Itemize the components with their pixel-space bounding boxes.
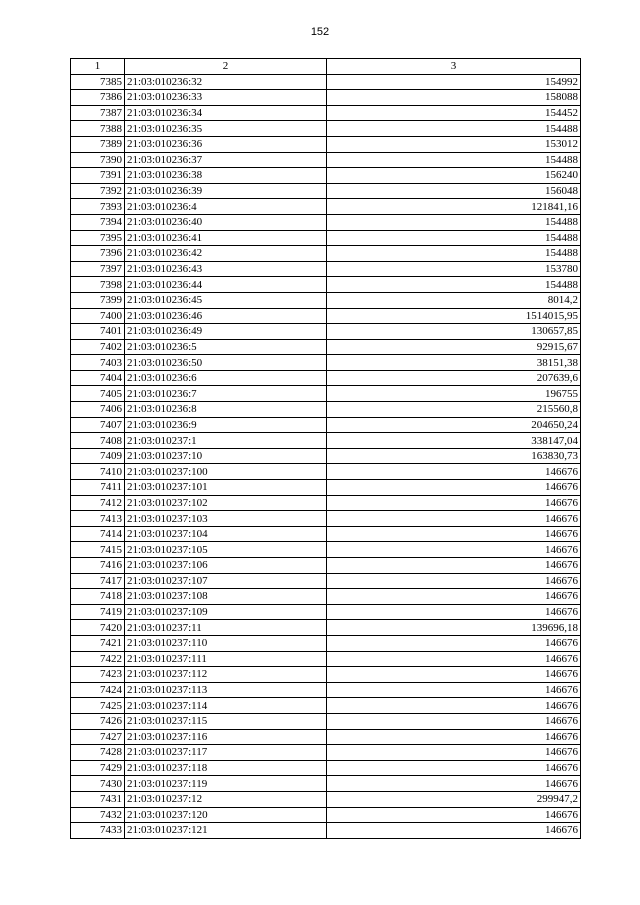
table-row — [71, 402, 581, 418]
value-cell: 146676 — [327, 823, 581, 839]
row-number-cell: 7410 — [71, 464, 125, 480]
row-number-cell: 7426 — [71, 713, 125, 729]
value-cell: 8014,2 — [327, 292, 581, 308]
cadastral-number-cell: 21:03:010236:35 — [125, 121, 327, 137]
row-number-cell: 7398 — [71, 277, 125, 293]
cadastral-number-cell: 21:03:010237:120 — [125, 807, 327, 823]
row-number-cell: 7421 — [71, 635, 125, 651]
table-row — [71, 74, 581, 90]
table-row — [71, 214, 581, 230]
table-row — [71, 682, 581, 698]
value-cell: 146676 — [327, 745, 581, 761]
cadastral-number-cell: 21:03:010236:39 — [125, 183, 327, 199]
cadastral-number-cell: 21:03:010236:33 — [125, 90, 327, 106]
value-cell: 204650,24 — [327, 417, 581, 433]
value-cell: 38151,38 — [327, 355, 581, 371]
row-number-cell: 7428 — [71, 745, 125, 761]
row-number-cell: 7420 — [71, 620, 125, 636]
cadastral-number-cell: 21:03:010236:45 — [125, 292, 327, 308]
value-cell: 146676 — [327, 807, 581, 823]
row-number-cell: 7413 — [71, 511, 125, 527]
cadastral-number-cell: 21:03:010236:36 — [125, 136, 327, 152]
cadastral-number-cell: 21:03:010236:38 — [125, 168, 327, 184]
table-row — [71, 230, 581, 246]
table-row — [71, 90, 581, 106]
cadastral-number-cell: 21:03:010236:37 — [125, 152, 327, 168]
table-header-row — [71, 59, 581, 75]
table-row — [71, 199, 581, 215]
value-cell: 338147,04 — [327, 433, 581, 449]
row-number-cell: 7417 — [71, 573, 125, 589]
cadastral-number-cell: 21:03:010236:9 — [125, 417, 327, 433]
value-cell: 1514015,95 — [327, 308, 581, 324]
cadastral-number-cell: 21:03:010237:107 — [125, 573, 327, 589]
cadastral-number-cell: 21:03:010236:4 — [125, 199, 327, 215]
cadastral-number-cell: 21:03:010237:103 — [125, 511, 327, 527]
value-cell: 130657,85 — [327, 324, 581, 340]
value-cell: 146676 — [327, 480, 581, 496]
data-table — [70, 58, 581, 839]
value-cell: 154488 — [327, 152, 581, 168]
row-number-cell: 7416 — [71, 558, 125, 574]
table-row — [71, 277, 581, 293]
row-number-cell: 7392 — [71, 183, 125, 199]
table-row — [71, 589, 581, 605]
value-cell: 146676 — [327, 667, 581, 683]
value-cell: 146676 — [327, 589, 581, 605]
table-row — [71, 355, 581, 371]
value-cell: 146676 — [327, 464, 581, 480]
cadastral-number-cell: 21:03:010237:109 — [125, 604, 327, 620]
cadastral-number-cell: 21:03:010236:44 — [125, 277, 327, 293]
cadastral-number-cell: 21:03:010236:49 — [125, 324, 327, 340]
row-number-cell: 7433 — [71, 823, 125, 839]
cadastral-number-cell: 21:03:010237:110 — [125, 635, 327, 651]
cadastral-number-cell: 21:03:010237:115 — [125, 713, 327, 729]
cadastral-number-cell: 21:03:010236:6 — [125, 370, 327, 386]
table-row — [71, 121, 581, 137]
table-row — [71, 542, 581, 558]
row-number-cell: 7386 — [71, 90, 125, 106]
row-number-cell: 7415 — [71, 542, 125, 558]
cadastral-number-cell: 21:03:010237:12 — [125, 791, 327, 807]
cadastral-number-cell: 21:03:010237:117 — [125, 745, 327, 761]
value-cell: 146676 — [327, 542, 581, 558]
value-cell: 146676 — [327, 511, 581, 527]
value-cell: 146676 — [327, 682, 581, 698]
value-cell: 207639,6 — [327, 370, 581, 386]
table-body — [71, 74, 581, 838]
table-row — [71, 495, 581, 511]
cadastral-number-cell: 21:03:010237:119 — [125, 776, 327, 792]
table-row — [71, 105, 581, 121]
table-row — [71, 433, 581, 449]
cadastral-number-cell: 21:03:010237:116 — [125, 729, 327, 745]
value-cell: 92915,67 — [327, 339, 581, 355]
row-number-cell: 7408 — [71, 433, 125, 449]
row-number-cell: 7390 — [71, 152, 125, 168]
row-number-cell: 7422 — [71, 651, 125, 667]
value-cell: 146676 — [327, 495, 581, 511]
table-row — [71, 698, 581, 714]
cadastral-number-cell: 21:03:010237:105 — [125, 542, 327, 558]
table-row — [71, 308, 581, 324]
value-cell: 153012 — [327, 136, 581, 152]
table-row — [71, 807, 581, 823]
row-number-cell: 7393 — [71, 199, 125, 215]
table-row — [71, 620, 581, 636]
value-cell: 146676 — [327, 604, 581, 620]
table-row — [71, 370, 581, 386]
row-number-cell: 7395 — [71, 230, 125, 246]
row-number-cell: 7389 — [71, 136, 125, 152]
table-row — [71, 635, 581, 651]
value-cell: 154488 — [327, 214, 581, 230]
cadastral-number-cell: 21:03:010237:106 — [125, 558, 327, 574]
cadastral-number-cell: 21:03:010237:100 — [125, 464, 327, 480]
row-number-cell: 7401 — [71, 324, 125, 340]
row-number-cell: 7411 — [71, 480, 125, 496]
cadastral-number-cell: 21:03:010236:5 — [125, 339, 327, 355]
row-number-cell: 7404 — [71, 370, 125, 386]
table-row — [71, 511, 581, 527]
value-cell: 154488 — [327, 277, 581, 293]
table-row — [71, 292, 581, 308]
table-row — [71, 791, 581, 807]
row-number-cell: 7385 — [71, 74, 125, 90]
row-number-cell: 7399 — [71, 292, 125, 308]
cadastral-number-cell: 21:03:010237:108 — [125, 589, 327, 605]
value-cell: 154488 — [327, 230, 581, 246]
row-number-cell: 7406 — [71, 402, 125, 418]
table-row — [71, 168, 581, 184]
page-number: 152 — [310, 26, 330, 38]
value-cell: 154452 — [327, 105, 581, 121]
cadastral-number-cell: 21:03:010237:112 — [125, 667, 327, 683]
row-number-cell: 7391 — [71, 168, 125, 184]
value-cell: 146676 — [327, 526, 581, 542]
table-row — [71, 651, 581, 667]
cadastral-number-cell: 21:03:010236:7 — [125, 386, 327, 402]
table-row — [71, 261, 581, 277]
value-cell: 154992 — [327, 74, 581, 90]
column-header-1: 1 — [71, 59, 125, 75]
table-row — [71, 745, 581, 761]
value-cell: 153780 — [327, 261, 581, 277]
value-cell: 146676 — [327, 729, 581, 745]
cadastral-number-cell: 21:03:010236:34 — [125, 105, 327, 121]
table-row — [71, 604, 581, 620]
value-cell: 146676 — [327, 558, 581, 574]
table-row — [71, 183, 581, 199]
row-number-cell: 7423 — [71, 667, 125, 683]
row-number-cell: 7388 — [71, 121, 125, 137]
row-number-cell: 7400 — [71, 308, 125, 324]
cadastral-number-cell: 21:03:010237:118 — [125, 760, 327, 776]
table-row — [71, 573, 581, 589]
row-number-cell: 7425 — [71, 698, 125, 714]
cadastral-number-cell: 21:03:010237:113 — [125, 682, 327, 698]
cadastral-number-cell: 21:03:010236:32 — [125, 74, 327, 90]
table-row — [71, 776, 581, 792]
value-cell: 154488 — [327, 121, 581, 137]
table-row — [71, 558, 581, 574]
table-row — [71, 464, 581, 480]
table-row — [71, 823, 581, 839]
cadastral-number-cell: 21:03:010237:11 — [125, 620, 327, 636]
row-number-cell: 7419 — [71, 604, 125, 620]
cadastral-number-cell: 21:03:010236:50 — [125, 355, 327, 371]
table-row — [71, 448, 581, 464]
row-number-cell: 7414 — [71, 526, 125, 542]
value-cell: 215560,8 — [327, 402, 581, 418]
value-cell: 146676 — [327, 776, 581, 792]
table-row — [71, 417, 581, 433]
value-cell: 163830,73 — [327, 448, 581, 464]
table-row — [71, 339, 581, 355]
table-row — [71, 136, 581, 152]
table-row — [71, 526, 581, 542]
cadastral-number-cell: 21:03:010237:114 — [125, 698, 327, 714]
table-row — [71, 760, 581, 776]
column-header-3: 3 — [327, 59, 581, 75]
table-row — [71, 480, 581, 496]
value-cell: 139696,18 — [327, 620, 581, 636]
row-number-cell: 7409 — [71, 448, 125, 464]
table-row — [71, 386, 581, 402]
cadastral-number-cell: 21:03:010236:42 — [125, 246, 327, 262]
value-cell: 156048 — [327, 183, 581, 199]
row-number-cell: 7429 — [71, 760, 125, 776]
value-cell: 156240 — [327, 168, 581, 184]
row-number-cell: 7431 — [71, 791, 125, 807]
row-number-cell: 7418 — [71, 589, 125, 605]
cadastral-number-cell: 21:03:010237:121 — [125, 823, 327, 839]
value-cell: 146676 — [327, 713, 581, 729]
row-number-cell: 7427 — [71, 729, 125, 745]
row-number-cell: 7430 — [71, 776, 125, 792]
row-number-cell: 7403 — [71, 355, 125, 371]
value-cell: 146676 — [327, 635, 581, 651]
cadastral-number-cell: 21:03:010236:46 — [125, 308, 327, 324]
row-number-cell: 7396 — [71, 246, 125, 262]
table-row — [71, 729, 581, 745]
table-row — [71, 152, 581, 168]
row-number-cell: 7402 — [71, 339, 125, 355]
row-number-cell: 7397 — [71, 261, 125, 277]
table-row — [71, 246, 581, 262]
cadastral-number-cell: 21:03:010236:40 — [125, 214, 327, 230]
cadastral-number-cell: 21:03:010237:102 — [125, 495, 327, 511]
row-number-cell: 7432 — [71, 807, 125, 823]
row-number-cell: 7412 — [71, 495, 125, 511]
cadastral-number-cell: 21:03:010236:43 — [125, 261, 327, 277]
table-row — [71, 667, 581, 683]
cadastral-number-cell: 21:03:010237:1 — [125, 433, 327, 449]
table-row — [71, 324, 581, 340]
column-header-2: 2 — [125, 59, 327, 75]
value-cell: 146676 — [327, 573, 581, 589]
cadastral-number-cell: 21:03:010237:101 — [125, 480, 327, 496]
row-number-cell: 7387 — [71, 105, 125, 121]
cadastral-number-cell: 21:03:010236:8 — [125, 402, 327, 418]
table-row — [71, 713, 581, 729]
value-cell: 154488 — [327, 246, 581, 262]
value-cell: 121841,16 — [327, 199, 581, 215]
cadastral-number-cell: 21:03:010237:10 — [125, 448, 327, 464]
value-cell: 196755 — [327, 386, 581, 402]
row-number-cell: 7405 — [71, 386, 125, 402]
cadastral-number-cell: 21:03:010237:104 — [125, 526, 327, 542]
cadastral-number-cell: 21:03:010236:41 — [125, 230, 327, 246]
value-cell: 146676 — [327, 651, 581, 667]
value-cell: 158088 — [327, 90, 581, 106]
cadastral-number-cell: 21:03:010237:111 — [125, 651, 327, 667]
value-cell: 146676 — [327, 698, 581, 714]
value-cell: 299947,2 — [327, 791, 581, 807]
row-number-cell: 7394 — [71, 214, 125, 230]
row-number-cell: 7424 — [71, 682, 125, 698]
row-number-cell: 7407 — [71, 417, 125, 433]
value-cell: 146676 — [327, 760, 581, 776]
